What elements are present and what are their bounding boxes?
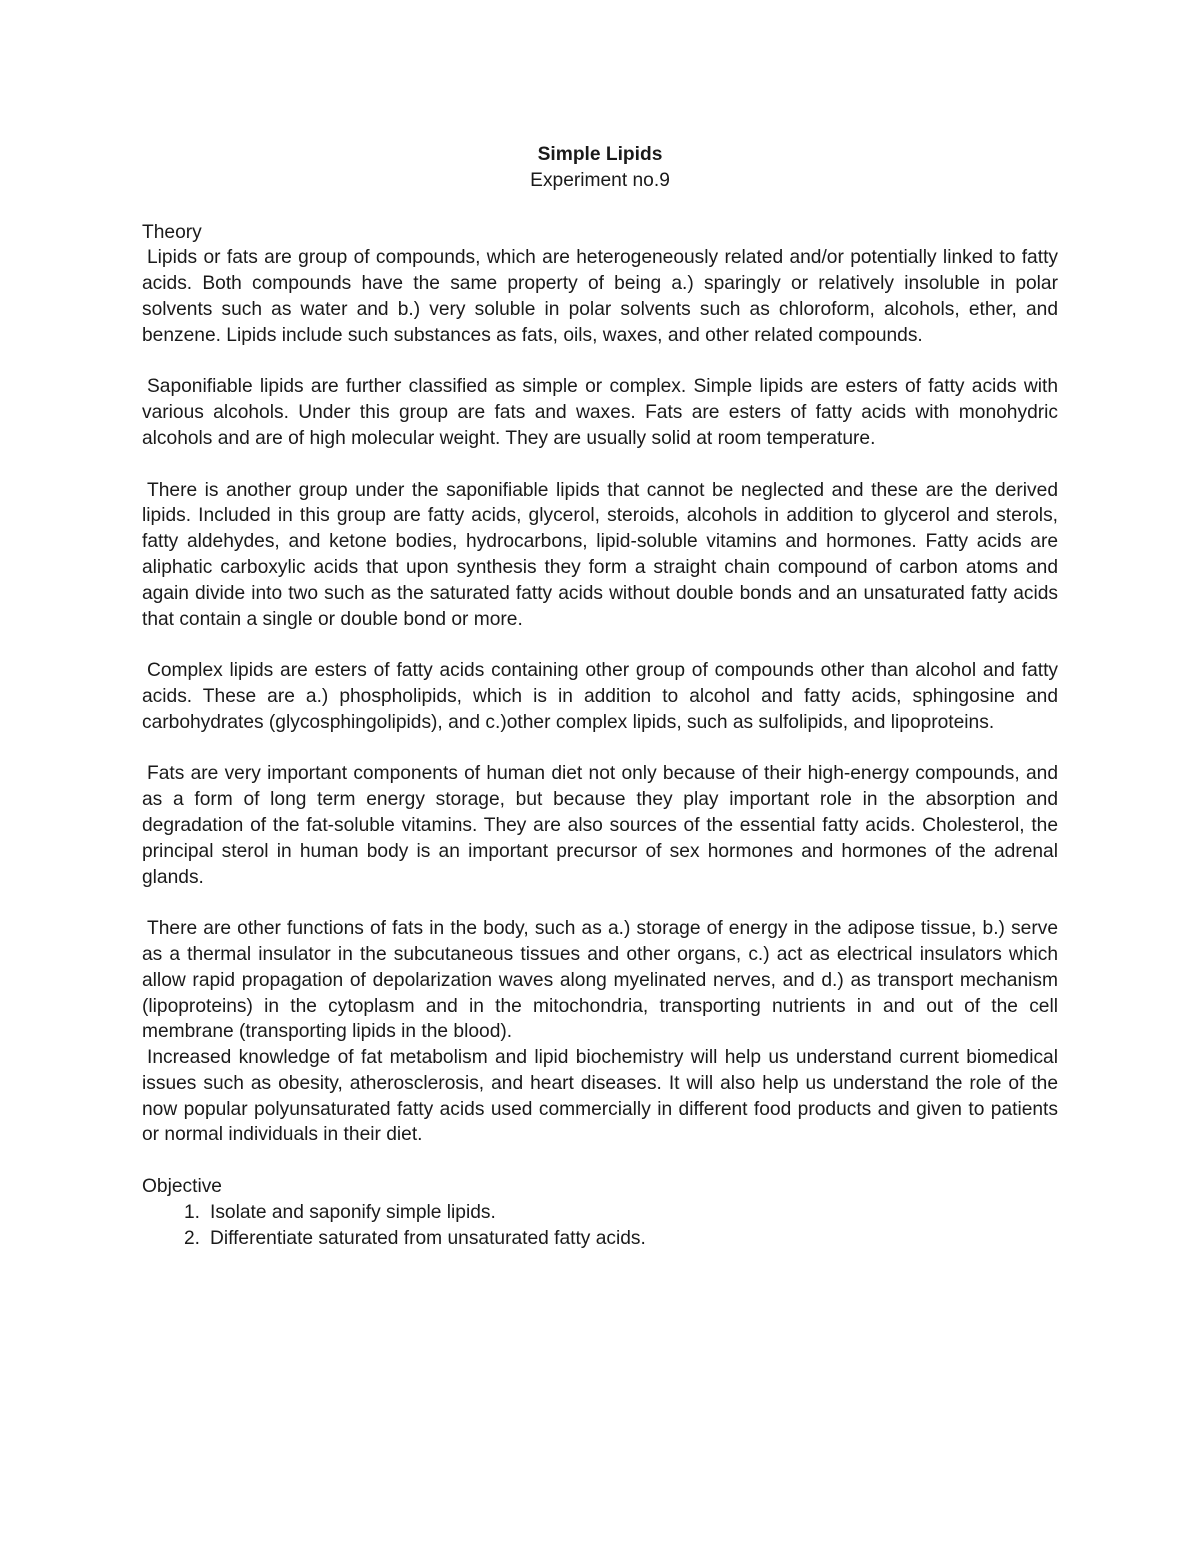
paragraph-fats-diet: Fats are very important components of human diet not only because of their high-energy compounds, and as a form of long term energy storage, but because they play important role in the absorption and degradation of the fat-soluble vitamins. They are also sources of the essential fatty acids. Cholesterol, the principal sterol in human body is an important precursor of sex hormones and hormones of the adrenal glands.: [142, 763, 1058, 888]
list-item: [142, 1200, 1058, 1226]
paragraph-fat-metabolism: Increased knowledge of fat metabolism and lipid biochemistry will help us understand current biomedical issues such as obesity, atherosclerosis, and heart diseases. It will also help us understand the role of the now popular polyunsaturated fatty acids used commercially in different food products and given to patients or normal individuals in their diet.: [142, 1047, 1058, 1146]
list-item: [142, 1226, 1058, 1252]
list-item-text: Isolate and saponify simple lipids.: [210, 1201, 496, 1223]
document-body: [142, 142, 1058, 1251]
paragraph-fat-functions: There are other functions of fats in the body, such as a.) storage of energy in the adipose tissue, b.) serve as a thermal insulator in the subcutaneous tissues and other organs, c.) act as electrical insulators which allow rapid propagation of depolarization waves along myelinated nerves, and d.) as transport mechanism (lipoproteins) in the cytoplasm and in the mitochondria, transporting nutrients in and out of the cell membrane (transporting lipids in the blood).: [142, 918, 1058, 1043]
objective-list: [142, 1200, 1058, 1252]
list-item-text: Differentiate saturated from unsaturated fatty acids.: [210, 1227, 646, 1249]
document-title: Simple Lipids: [537, 144, 663, 165]
document-subtitle: Experiment no.9: [530, 169, 670, 191]
list-item-number: 1.: [183, 1201, 200, 1223]
paragraph-complex-lipids: Complex lipids are esters of fatty acids containing other group of compounds other than alcohol and fatty acids. These are a.) phospholipids, which is in addition to alcohol and fatty acids, sphingosine and carbohydrates (glycosphingolipids), and c.)other complex lipids, such as sulfolipids, and lipoproteins.: [142, 660, 1058, 733]
objective-heading: Objective: [142, 1176, 222, 1198]
paragraph-saponifiable: Saponifiable lipids are further classified as simple or complex. Simple lipids are esters of fatty acids with various alcohols. Under this group are fats and waxes. Fats are esters of fatty acids with monohydric alcohols and are of high molecular weight. They are usually solid at room temperature.: [142, 376, 1058, 449]
theory-heading: Theory: [142, 221, 202, 243]
paragraph-lipids-intro: Lipids or fats are group of compounds, which are heterogeneously related and/or potentially linked to fatty acids. Both compounds have the same property of being a.) sparingly or relatively insoluble in polar solvents such as water and b.) very soluble in polar solvents such as chloroform, alcohols, ether, and benzene. Lipids include such substances as fats, oils, waxes, and other related compounds.: [142, 247, 1058, 346]
list-item-number: 2.: [183, 1227, 200, 1249]
paragraph-derived-lipids: There is another group under the saponifiable lipids that cannot be neglected and these are the derived lipids. Included in this group are fatty acids, glycerol, steroids, alcohols in addition to glycerol and sterols, fatty aldehydes, and ketone bodies, hydrocarbons, lipid-soluble vitamins and hormones. Fatty acids are aliphatic carboxylic acids that upon synthesis they form a straight chain compound of carbon atoms and again divide into two such as the saturated fatty acids without double bonds and an unsaturated fatty acids that contain a single or double bond or more.: [142, 479, 1058, 630]
